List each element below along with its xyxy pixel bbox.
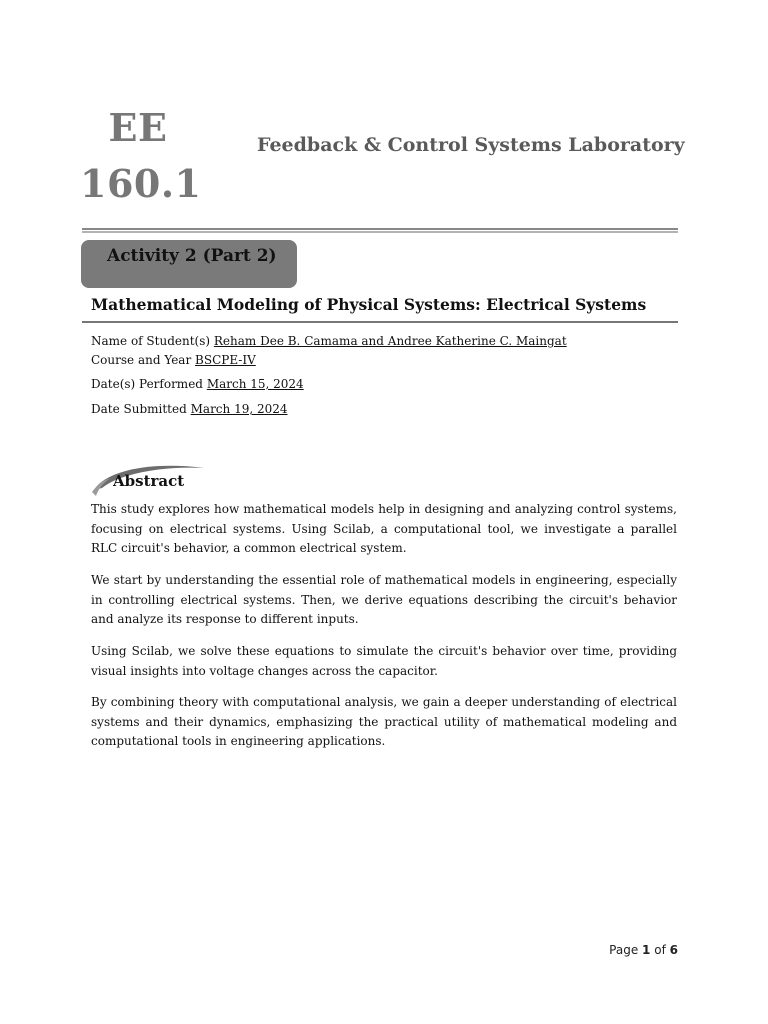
- performed-value: March 15, 2024: [206, 377, 304, 391]
- students-value: Reham Dee B. Camama and Andree Katherine C. Maingat: [213, 334, 567, 348]
- page-number: [609, 943, 678, 957]
- performed-field: [91, 377, 304, 391]
- students-field: [91, 334, 567, 348]
- students-label: Name of Student(s): [91, 334, 211, 348]
- submitted-label: Date Submitted: [91, 402, 187, 416]
- lab-title: Feedback & Control Systems Laboratory: [257, 134, 685, 156]
- performed-label: Date(s) Performed: [91, 377, 203, 391]
- course-label: Course and Year: [91, 353, 192, 367]
- document-title: Mathematical Modeling of Physical Systems: Electrical Systems: [91, 295, 647, 314]
- course-code-line1: EE: [108, 105, 168, 150]
- course-code: [80, 100, 202, 212]
- submitted-value: March 19, 2024: [190, 402, 288, 416]
- abstract-paragraph: We start by understanding the essential role of mathematical models in engineering, especially in controlling electrical systems. Then, we derive equations describing the circuit's behavior and analyze its response to different inputs.: [91, 573, 677, 626]
- course-code-line2: 160.1: [80, 161, 202, 206]
- course-value: BSCPE-IV: [195, 353, 256, 367]
- title-divider: [82, 321, 678, 323]
- abstract-paragraph: By combining theory with computational analysis, we gain a deeper understanding of electrical systems and their dynamics, emphasizing the practical utility of mathematical modeling and computational tools in engineering applications.: [91, 695, 677, 748]
- abstract-paragraph: Using Scilab, we solve these equations to simulate the circuit's behavior over time, providing visual insights into voltage changes across the capacitor.: [91, 644, 677, 678]
- abstract-heading: Abstract: [113, 472, 185, 490]
- activity-label: Activity 2 (Part 2): [107, 246, 277, 266]
- header-divider: [82, 228, 678, 230]
- current-page: 1: [642, 943, 651, 957]
- course-field: [91, 353, 256, 367]
- submitted-field: [91, 402, 288, 416]
- total-pages: 6: [669, 943, 678, 957]
- of-word: of: [654, 943, 666, 957]
- page-word: Page: [609, 943, 639, 957]
- abstract-paragraph: This study explores how mathematical models help in designing and analyzing control systems, focusing on electrical systems. Using Scilab, a computational tool, we investigate a parallel RLC circuit's behavior, a common electrical system.: [91, 502, 677, 555]
- header-divider-secondary: [82, 231, 678, 233]
